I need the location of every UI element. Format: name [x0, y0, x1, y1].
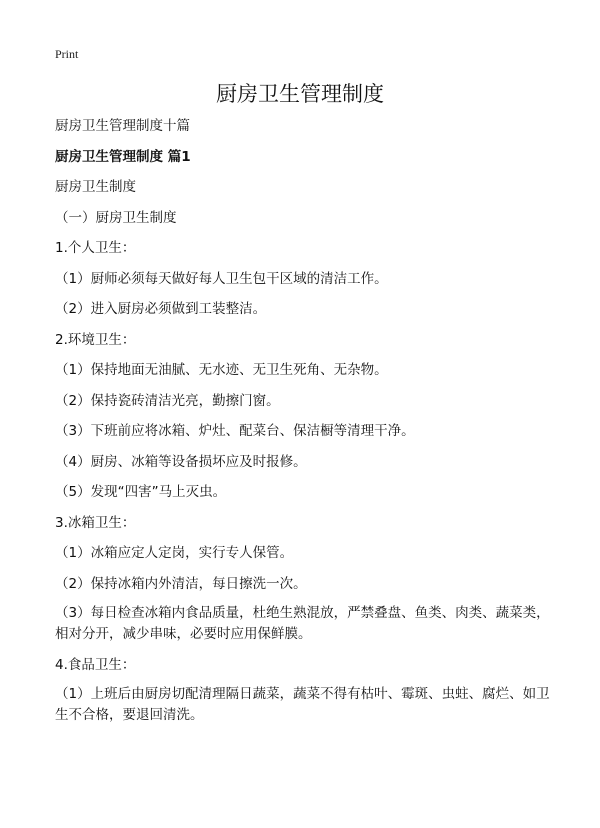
list-item: （2）保持瓷砖清洁光亮，勤擦门窗。	[55, 392, 280, 409]
list-item: （3）下班前应将冰箱、炉灶、配菜台、保洁橱等清理干净。	[55, 423, 415, 439]
doc-subtitle: 厨房卫生管理制度十篇	[55, 118, 190, 134]
list-item: （2）进入厨房必须做到工装整洁。	[55, 301, 267, 317]
subheading: 4.食品卫生：	[55, 656, 136, 673]
subheading: 1.个人卫生：	[55, 240, 136, 256]
list-item: （1）上班后由厨房切配清理隔日蔬菜，蔬菜不得有枯叶、霉斑、虫蛀、腐烂、如卫生不合格，要退回清洗。	[55, 686, 550, 723]
list-item: （2）保持冰箱内外清洁，每日擦洗一次。	[55, 575, 307, 592]
subheading: 3.冰箱卫生：	[55, 514, 136, 531]
list-item: （1）保持地面无油腻、无水迹、无卫生死角、无杂物。	[55, 362, 388, 378]
section-heading: 厨房卫生管理制度 篇1	[55, 148, 191, 165]
list-item: （1）厨师必须每天做好每人卫生包干区域的清洁工作。	[55, 270, 388, 287]
list-item: （3）每日检查冰箱内食品质量，杜绝生熟混放，严禁叠盘、鱼类、肉类、蔬菜类，相对分开，减少串味，必要时应用保鲜膜。	[55, 605, 550, 642]
print-link[interactable]: Print	[55, 47, 79, 61]
paragraph: 厨房卫生制度	[55, 179, 136, 195]
document-body	[55, 115, 555, 735]
list-item: （5）发现“四害”马上灭虫。	[55, 484, 227, 500]
paragraph: （一）厨房卫生制度	[55, 209, 177, 226]
subheading: 2.环境卫生：	[55, 331, 136, 348]
document-title: 厨房卫生管理制度	[216, 82, 384, 106]
list-item: （4）厨房、冰箱等设备损坏应及时报修。	[55, 453, 307, 470]
list-item: （1）冰箱应定人定岗，实行专人保管。	[55, 545, 294, 561]
